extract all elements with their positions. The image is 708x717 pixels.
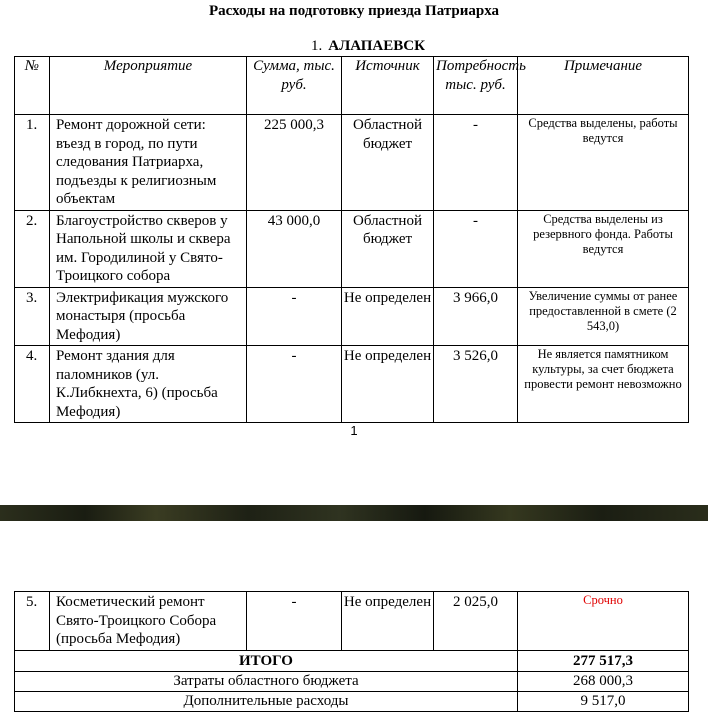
table-row [15,115,689,211]
row-source: Не определен [342,346,434,423]
additional-expenses-value: 9 517,0 [518,692,689,712]
row-note: Средства выделены, работы ведутся [518,115,689,211]
header-num: № [15,57,50,115]
row-sum: - [247,287,342,346]
row-source: Не определен [342,287,434,346]
document-title: Расходы на подготовку приезда Патриарха [208,3,500,19]
table-row [15,592,689,651]
row-need: 3 966,0 [434,287,518,346]
row-need: - [434,115,518,211]
section-number: 1. [311,38,323,54]
total-row [15,650,689,672]
row-need: - [434,210,518,287]
expenses-table [14,56,689,423]
row-source: Областной бюджет [342,210,434,287]
row-note-urgent: Срочно [518,592,689,651]
row-source: Областной бюджет [342,115,434,211]
row-event: Косметический ремонт Свято-Троицкого Собора (просьба Мефодия) [50,592,247,651]
header-need: Потребность тыс. руб. [434,57,518,115]
row-num: 3. [15,287,50,346]
row-event: Электрификация мужского монастыря (просьба Мефодия) [50,287,247,346]
table-row [15,210,689,287]
row-need: 2 025,0 [434,592,518,651]
row-note: Средства выделены из резервного фонда. Работы ведутся [518,210,689,287]
row-num: 2. [15,210,50,287]
row-sum: 225 000,3 [247,115,342,211]
row-note: Увеличение суммы от ранее предоставленной в смете (2 543,0) [518,287,689,346]
row-sum: - [247,592,342,651]
header-note: Примечание [518,57,689,115]
page-number: 1 [350,423,358,438]
header-event: Мероприятие [50,57,247,115]
expenses-table-continued [14,591,689,712]
regional-budget-label: Затраты областного бюджета [15,672,518,692]
regional-budget-row [15,672,689,692]
total-label: ИТОГО [15,650,518,672]
row-event: Ремонт дорожной сети: въезд в город, по пути следования Патриарха, подъезды к религиозным объектам [50,115,247,211]
additional-expenses-label: Дополнительные расходы [15,692,518,712]
section-heading [0,38,708,55]
regional-budget-value: 268 000,3 [518,672,689,692]
row-sum: - [247,346,342,423]
total-value: 277 517,3 [518,650,689,672]
row-source: Не определен [342,592,434,651]
row-sum: 43 000,0 [247,210,342,287]
header-source: Источник [342,57,434,115]
row-note: Не является памятником культуры, за счет бюджета провести ремонт невозможно [518,346,689,423]
row-num: 5. [15,592,50,651]
page-separator [0,505,708,521]
additional-expenses-row [15,692,689,712]
row-num: 1. [15,115,50,211]
table-row [15,287,689,346]
table-row [15,346,689,423]
header-sum: Сумма, тыс. руб. [247,57,342,115]
section-name: АЛАПАЕВСК [328,38,425,54]
document-page-2 [0,521,708,717]
row-event: Ремонт здания для паломников (ул. К.Либкнехта, 6) (просьба Мефодия) [50,346,247,423]
table-header-row [15,57,689,115]
row-event: Благоустройство скверов у Напольной школы и сквера им. Городилиной у Свято-Троицкого собора [50,210,247,287]
row-need: 3 526,0 [434,346,518,423]
row-num: 4. [15,346,50,423]
